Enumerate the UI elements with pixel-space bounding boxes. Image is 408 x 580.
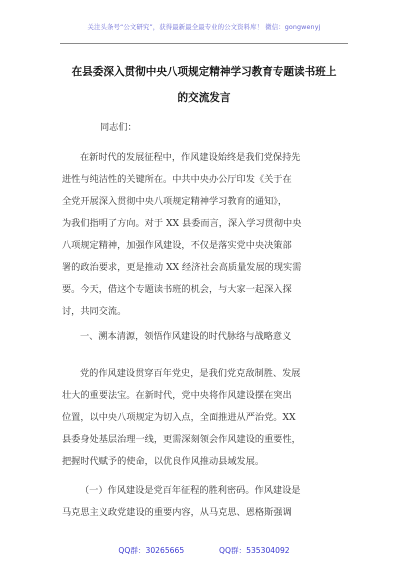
text-line: 一、溯本清源，领悟作风建设的时代脉络与战略意义 [80, 331, 292, 342]
text-line: 为我们指明了方向。对于 XX 县委而言，深入学习贯彻中央 [62, 218, 302, 229]
text-line: （一）作风建设是党百年征程的胜利密码。作风建设是 [80, 485, 301, 496]
salutation [100, 117, 390, 139]
text-line: 八项规定精神，加强作风建设，不仅是落实党中央决策部 [62, 240, 292, 251]
document-title-line-1: 在县委深入贯彻中央八项规定精神学习教育专题读书班上 [71, 66, 337, 78]
text-line: 马克思主义政党建设的重要内容，从马克思、恩格斯强调 [62, 507, 292, 518]
text-line: 县委身处基层治理一线，更需深刻领会作风建设的重要性， [62, 434, 301, 445]
footer-qq-group-2: QQ群：535304092 [219, 546, 290, 555]
paragraph-party-style [62, 363, 352, 473]
text-line: 位置，以中央八项规定为切入点，全面推进从严治党。XX [62, 412, 296, 423]
text-line: 壮大的重要法宝。在新时代，党中央将作风建设摆在突出 [62, 390, 292, 401]
text-line: 进性与纯洁性的关键所在。中共中央办公厅印发《关于在 [62, 174, 292, 185]
document-title-line-2: 的交流发言 [177, 92, 231, 104]
text-line: 要。今天，借这个专题读书班的机会，与大家一起深入探 [62, 284, 292, 295]
footer-qq-group-1: QQ群：30265665 [118, 546, 185, 555]
text-line: 把握时代赋予的使命，以优良作风推动县域发展。 [62, 456, 265, 467]
paragraph-intro [62, 147, 352, 323]
salutation-text: 同志们： [100, 122, 137, 133]
section-heading-1 [62, 326, 352, 348]
header-banner: 关注头条号“公文研究”，获得最新最全最专业的公文资料库！ 微信：gongwenyj [87, 23, 321, 31]
text-line: 在新时代的发展征程中，作风建设始终是我们党保持先 [80, 152, 301, 163]
text-line: 党的作风建设贯穿百年党史，是我们党克敌制胜、发展 [80, 368, 301, 379]
paragraph-subsection-1 [62, 480, 352, 524]
text-line: 署的政治要求，更是推动 XX 经济社会高质量发展的现实需 [62, 262, 302, 273]
text-line: 讨，共同交流。 [62, 306, 127, 317]
header-divider [60, 43, 348, 44]
footer-contact [0, 545, 408, 556]
text-line: 全党开展深入贯彻中央八项规定精神学习教育的通知》， [62, 196, 288, 207]
